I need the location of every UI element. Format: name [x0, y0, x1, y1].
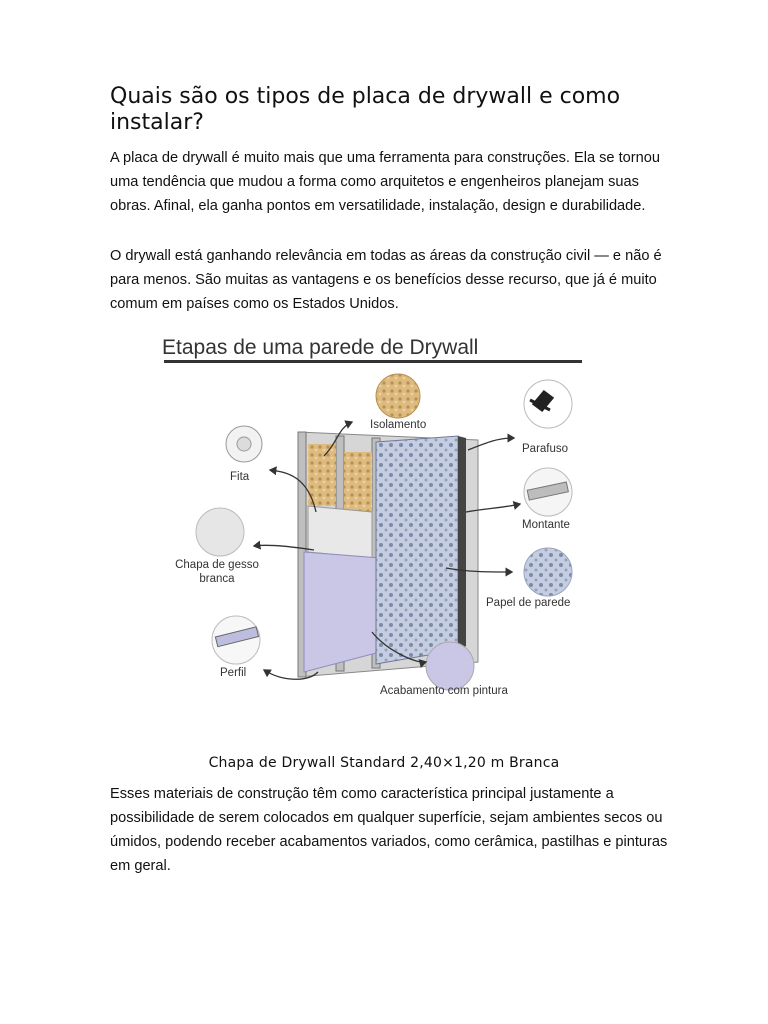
wallpaper-icon: [524, 548, 572, 596]
label-parafuso: Parafuso: [522, 443, 569, 455]
drywall-diagram: [158, 332, 588, 710]
title-divider: [164, 360, 582, 363]
screw-icon: [530, 392, 552, 410]
label-acabamento: Acabamento com pintura: [380, 685, 508, 697]
image-caption: Chapa de Drywall Standard 2,40×1,20 m Branca: [208, 755, 560, 771]
diagram-title: Etapas de uma parede de Drywall: [162, 336, 479, 359]
wall-structure: [298, 432, 478, 677]
label-isolamento: Isolamento: [370, 419, 427, 431]
paint-icon: [426, 642, 474, 690]
page-title: Quais são os tipos de placa de drywall e como instalar?: [110, 84, 621, 135]
label-chapa-gesso: [172, 558, 262, 586]
label-papel-parede: Papel de parede: [486, 597, 571, 609]
materials-paragraph: Esses materiais de construção têm como característica principal justamente a possibilidade de serem colocados em qualquer superfície, sejam ambientes secos ou úmidos, podendo receber acabamentos variados, como cerâmica, pastilhas e pinturas em geral.: [110, 786, 668, 874]
label-perfil: Perfil: [220, 667, 247, 679]
label-chapa-line2: branca: [199, 573, 235, 585]
relevance-paragraph: O drywall está ganhando relevância em todas as áreas da construção civil — e não é para menos. São muitas as vantagens e os benefícios desse recurso, que já é muito comum em países como os Estados Unidos.: [110, 248, 662, 312]
insulation-icon: [376, 374, 420, 418]
gypsum-board-icon: [196, 508, 244, 556]
label-montante: Montante: [522, 519, 570, 531]
label-chapa-line1: Chapa de gesso: [175, 559, 259, 571]
intro-paragraph: A placa de drywall é muito mais que uma ferramenta para construções. Ela se tornou uma tendência que mudou a forma como arquitetos e engenheiros planejam suas obras. Afinal, ela ganha pontos em versatilidade, instalação, design e durabilidade.: [110, 150, 660, 214]
label-fita: Fita: [230, 471, 250, 483]
